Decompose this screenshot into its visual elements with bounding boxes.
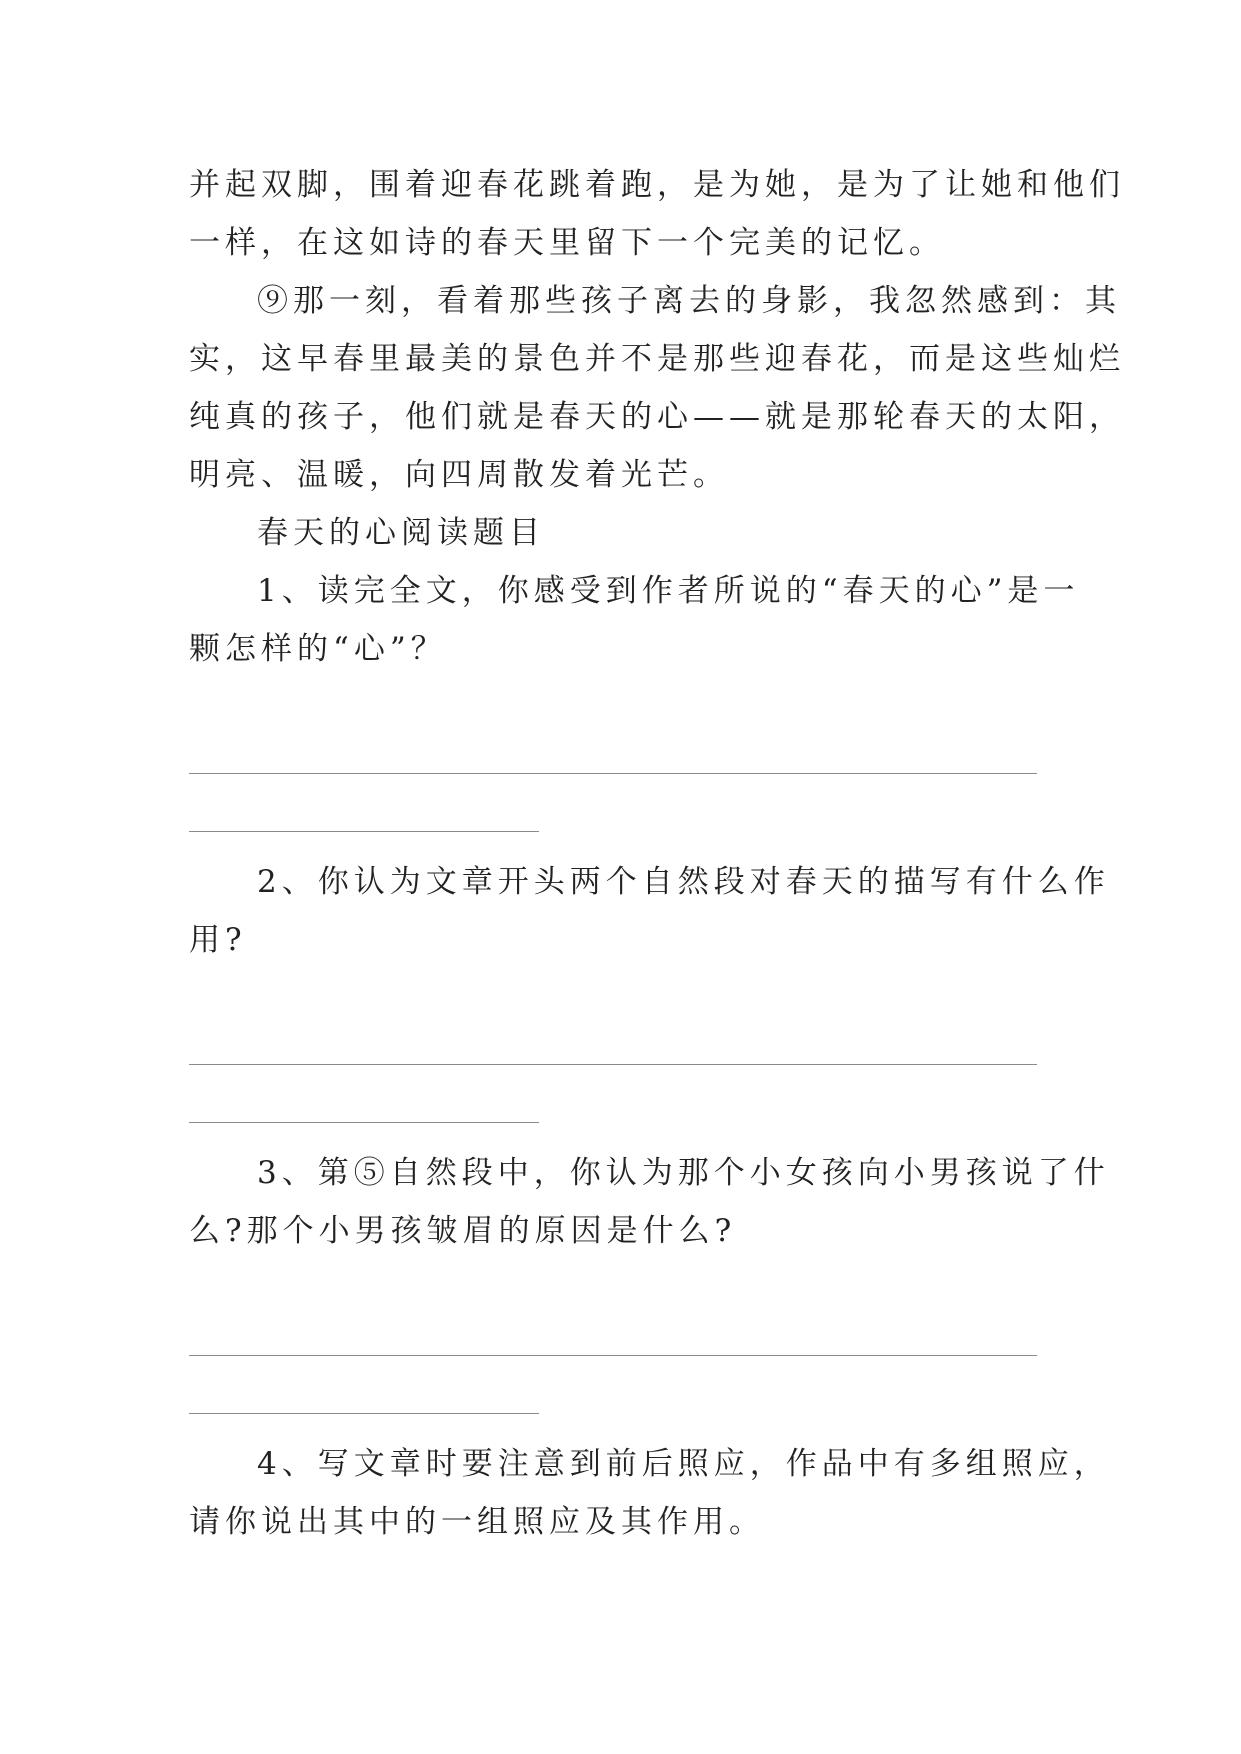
- question-3-line-2: 么?那个小男孩皱眉的原因是什么?: [189, 1213, 737, 1249]
- answer-line-1a: [189, 773, 1037, 774]
- paragraph-9-line-4: 明亮、温暖，向四周散发着光芒。: [189, 457, 729, 493]
- answer-line-3a: [189, 1355, 1037, 1356]
- question-4-line-1: 4、写文章时要注意到前后照应，作品中有多组照应，: [257, 1446, 1110, 1482]
- question-1-line-2: 颗怎样的“心”？: [189, 631, 447, 667]
- paragraph-8-line-1: 并起双脚，围着迎春花跳着跑，是为她，是为了让她和他们: [189, 167, 1125, 203]
- paragraph-8-line-2: 一样，在这如诗的春天里留下一个完美的记忆。: [189, 225, 945, 261]
- answer-line-2a: [189, 1064, 1037, 1065]
- question-2-line-2: 用?: [189, 922, 247, 958]
- paragraph-9-line-1: ⑨那一刻，看着那些孩子离去的身影，我忽然感到：其: [257, 283, 1121, 319]
- question-2-line-1: 2、你认为文章开头两个自然段对春天的描写有什么作: [257, 864, 1110, 900]
- paragraph-9-line-3: 纯真的孩子，他们就是春天的心——就是那轮春天的太阳，: [189, 399, 1125, 435]
- question-4-line-2: 请你说出其中的一组照应及其作用。: [189, 1504, 765, 1540]
- questions-heading: 春天的心阅读题目: [257, 515, 545, 551]
- answer-line-1b: [189, 831, 539, 832]
- question-3-line-1: 3、第⑤自然段中，你认为那个小女孩向小男孩说了什: [257, 1155, 1110, 1191]
- question-1-line-1: 1、读完全文，你感受到作者所说的“春天的心”是一: [257, 573, 1080, 609]
- paragraph-9-line-2: 实，这早春里最美的景色并不是那些迎春花，而是这些灿烂: [189, 341, 1125, 377]
- answer-line-3b: [189, 1413, 539, 1414]
- answer-line-2b: [189, 1122, 539, 1123]
